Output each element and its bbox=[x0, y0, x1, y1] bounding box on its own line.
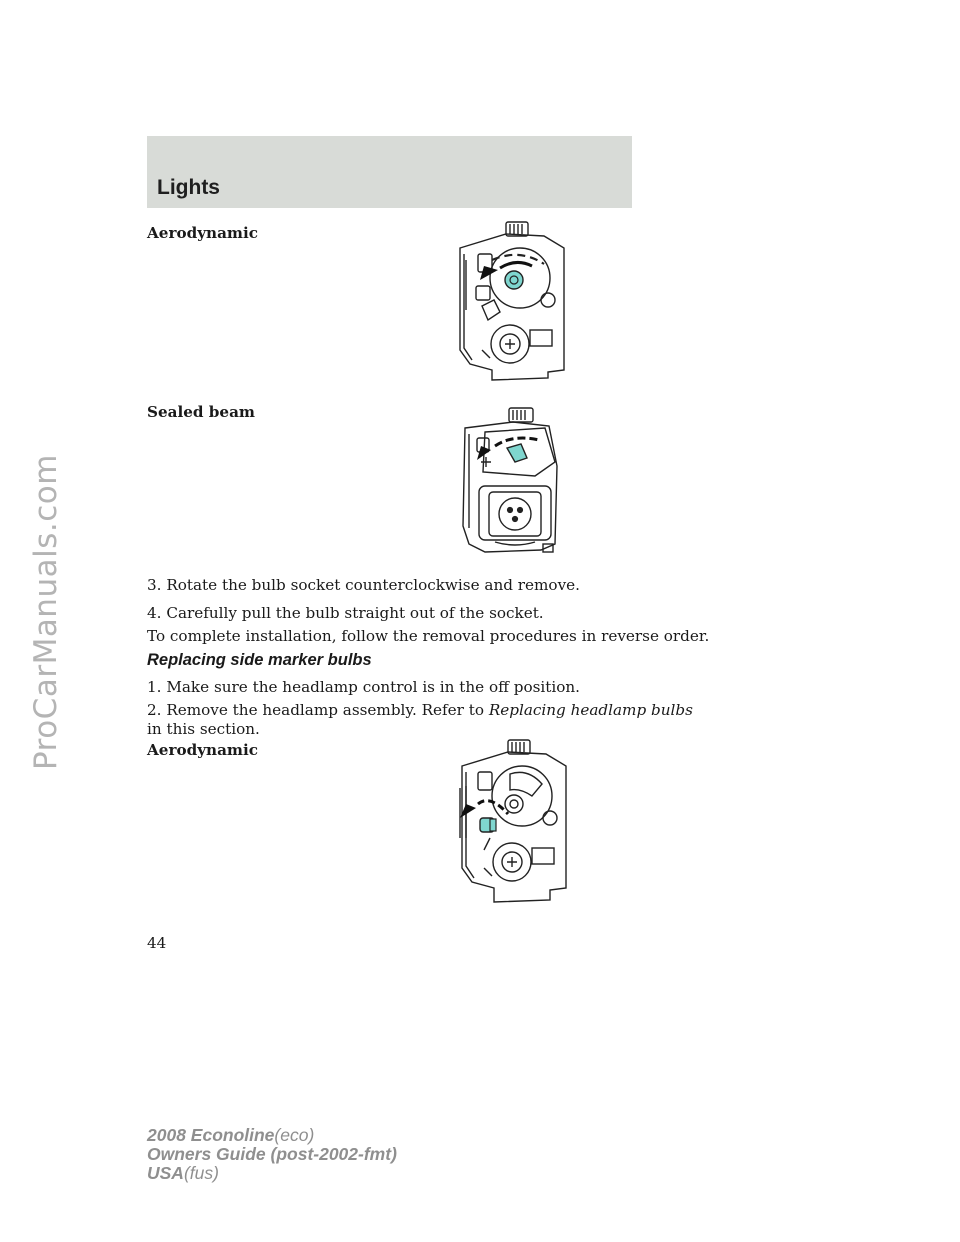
footer-region: USA bbox=[147, 1163, 184, 1183]
footer-model-code: (eco) bbox=[274, 1125, 315, 1145]
step-2-prefix: 2. Remove the headlamp assembly. Refer to bbox=[147, 701, 489, 719]
section-header bbox=[147, 136, 632, 208]
label-aerodynamic-1: Aerodynamic bbox=[147, 224, 258, 242]
figure-aerodynamic-headlamp bbox=[448, 220, 568, 385]
step-4: 4. Carefully pull the bulb straight out of the socket. bbox=[147, 604, 544, 622]
side-marker-step-1: 1. Make sure the headlamp control is in the off position. bbox=[147, 678, 580, 696]
footer-region-line bbox=[147, 1164, 397, 1183]
footer-region-code: (fus) bbox=[183, 1163, 219, 1183]
label-aerodynamic-2: Aerodynamic bbox=[147, 741, 258, 759]
step-2-reference: Replacing headlamp bulbs bbox=[488, 701, 693, 719]
figure-aerodynamic-side-marker bbox=[450, 738, 570, 908]
page-number: 44 bbox=[147, 934, 167, 952]
side-marker-step-2-cont: in this section. bbox=[147, 720, 260, 738]
side-marker-aerodynamic-illustration bbox=[450, 738, 570, 908]
label-sealed-beam: Sealed beam bbox=[147, 403, 256, 421]
section-title: Lights bbox=[157, 176, 220, 199]
complete-installation-text: To complete installation, follow the removal procedures in reverse order. bbox=[147, 627, 710, 645]
footer-model: 2008 Econoline bbox=[147, 1125, 275, 1145]
headlamp-aerodynamic-illustration bbox=[448, 220, 568, 385]
footer-model-line bbox=[147, 1126, 397, 1145]
side-marker-step-2 bbox=[147, 701, 693, 719]
document-footer bbox=[147, 1126, 397, 1183]
figure-sealed-beam-headlamp bbox=[455, 406, 565, 556]
side-watermark: ProCarManuals.com bbox=[28, 454, 64, 770]
footer-guide: Owners Guide (post-2002-fmt) bbox=[147, 1144, 397, 1164]
headlamp-sealed-beam-illustration bbox=[455, 406, 565, 556]
step-3: 3. Rotate the bulb socket counterclockwise and remove. bbox=[147, 576, 580, 594]
side-marker-heading: Replacing side marker bulbs bbox=[147, 651, 372, 669]
